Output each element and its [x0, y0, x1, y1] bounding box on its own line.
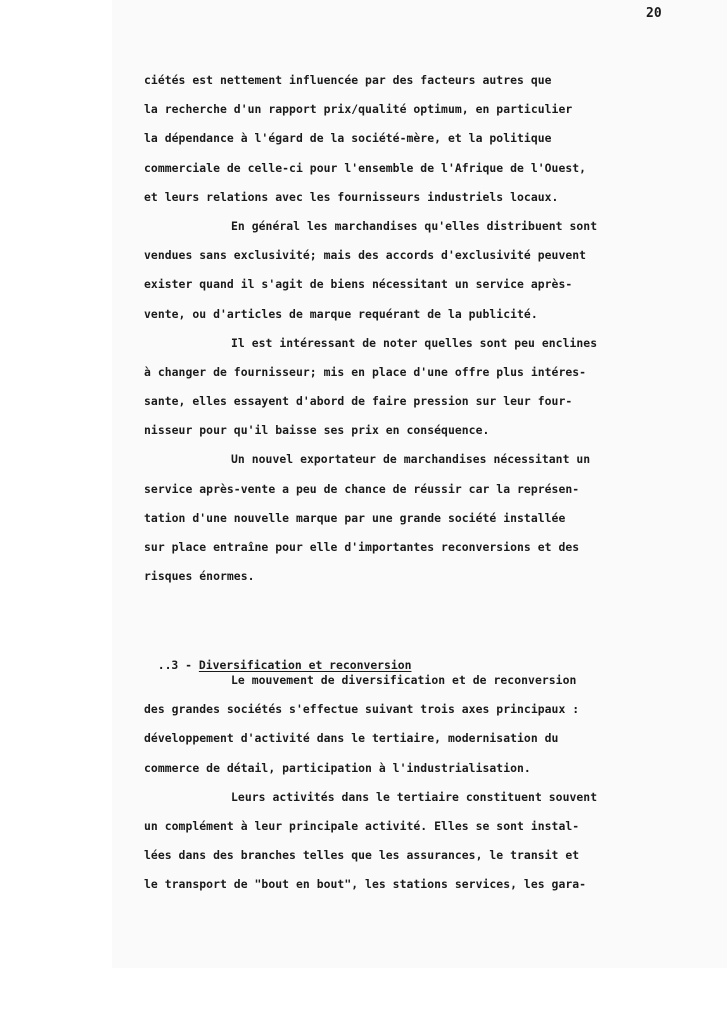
text-line: sur place entraîne pour elle d'importantes reconversions et des: [144, 540, 580, 554]
paragraph: [144, 66, 704, 212]
text-line: En général les marchandises qu'elles distribuent sont: [231, 218, 598, 233]
text-line: vente, ou d'articles de marque requérant de la publicité.: [144, 306, 538, 321]
text-line: exister quand il s'agit de biens nécessitant un service après-: [144, 277, 573, 292]
text-line: à changer de fournisseur; mis en place d'une offre plus intéres-: [144, 364, 587, 379]
text-line: nisseur pour qu'il baisse ses prix en conséquence.: [144, 423, 490, 438]
text-line: Le mouvement de diversification et de reconversion: [231, 673, 577, 687]
paragraph: [144, 329, 704, 446]
text-line: commerce de détail, participation à l'industrialisation.: [144, 760, 531, 775]
text-line: commerciale de celle-ci pour l'ensemble de l'Afrique de l'Ouest,: [144, 160, 587, 175]
text-line: la dépendance à l'égard de la société-mère, et la politique: [144, 131, 552, 146]
text-line: et leurs relations avec les fournisseurs industriels locaux.: [144, 189, 559, 204]
page-number: 20: [646, 6, 662, 21]
text-line: vendues sans exclusivité; mais des accords d'exclusivité peuvent: [144, 248, 587, 263]
text-line: la recherche d'un rapport prix/qualité optimum, en particulier: [144, 102, 573, 117]
text-line: ciétés est nettement influencée par des facteurs autres que: [144, 73, 552, 87]
text-line: le transport de "bout en bout", les stations services, les gara-: [144, 877, 587, 892]
paragraph: [144, 445, 704, 591]
body-text-top: [144, 66, 704, 591]
paragraph: [144, 666, 704, 783]
text-line: développement d'activité dans le tertiaire, modernisation du: [144, 731, 559, 746]
text-line: risques énormes.: [144, 569, 255, 584]
body-text-bottom: [144, 666, 704, 900]
text-line: Il est intéressant de noter quelles sont peu enclines: [231, 335, 598, 350]
text-line: Leurs activités dans le tertiaire constituent souvent: [231, 789, 598, 804]
text-line: tation d'une nouvelle marque par une grande société installée: [144, 510, 566, 525]
paragraph: [144, 783, 704, 900]
section-title: Diversification et reconversion: [198, 658, 412, 672]
text-line: service après-vente a peu de chance de réussir car la représen-: [144, 481, 580, 496]
text-line: des grandes sociétés s'effectue suivant trois axes principaux :: [144, 702, 580, 717]
section-number: ..3 -: [157, 658, 199, 672]
paragraph: [144, 212, 704, 329]
text-line: Un nouvel exportateur de marchandises nécessitant un: [231, 452, 591, 467]
text-line: lées dans des branches telles que les assurances, le transit et: [144, 848, 580, 863]
text-line: sante, elles essayent d'abord de faire pression sur leur four-: [144, 394, 573, 409]
text-line: un complément à leur principale activité. Elles se sont instal-: [144, 818, 580, 833]
